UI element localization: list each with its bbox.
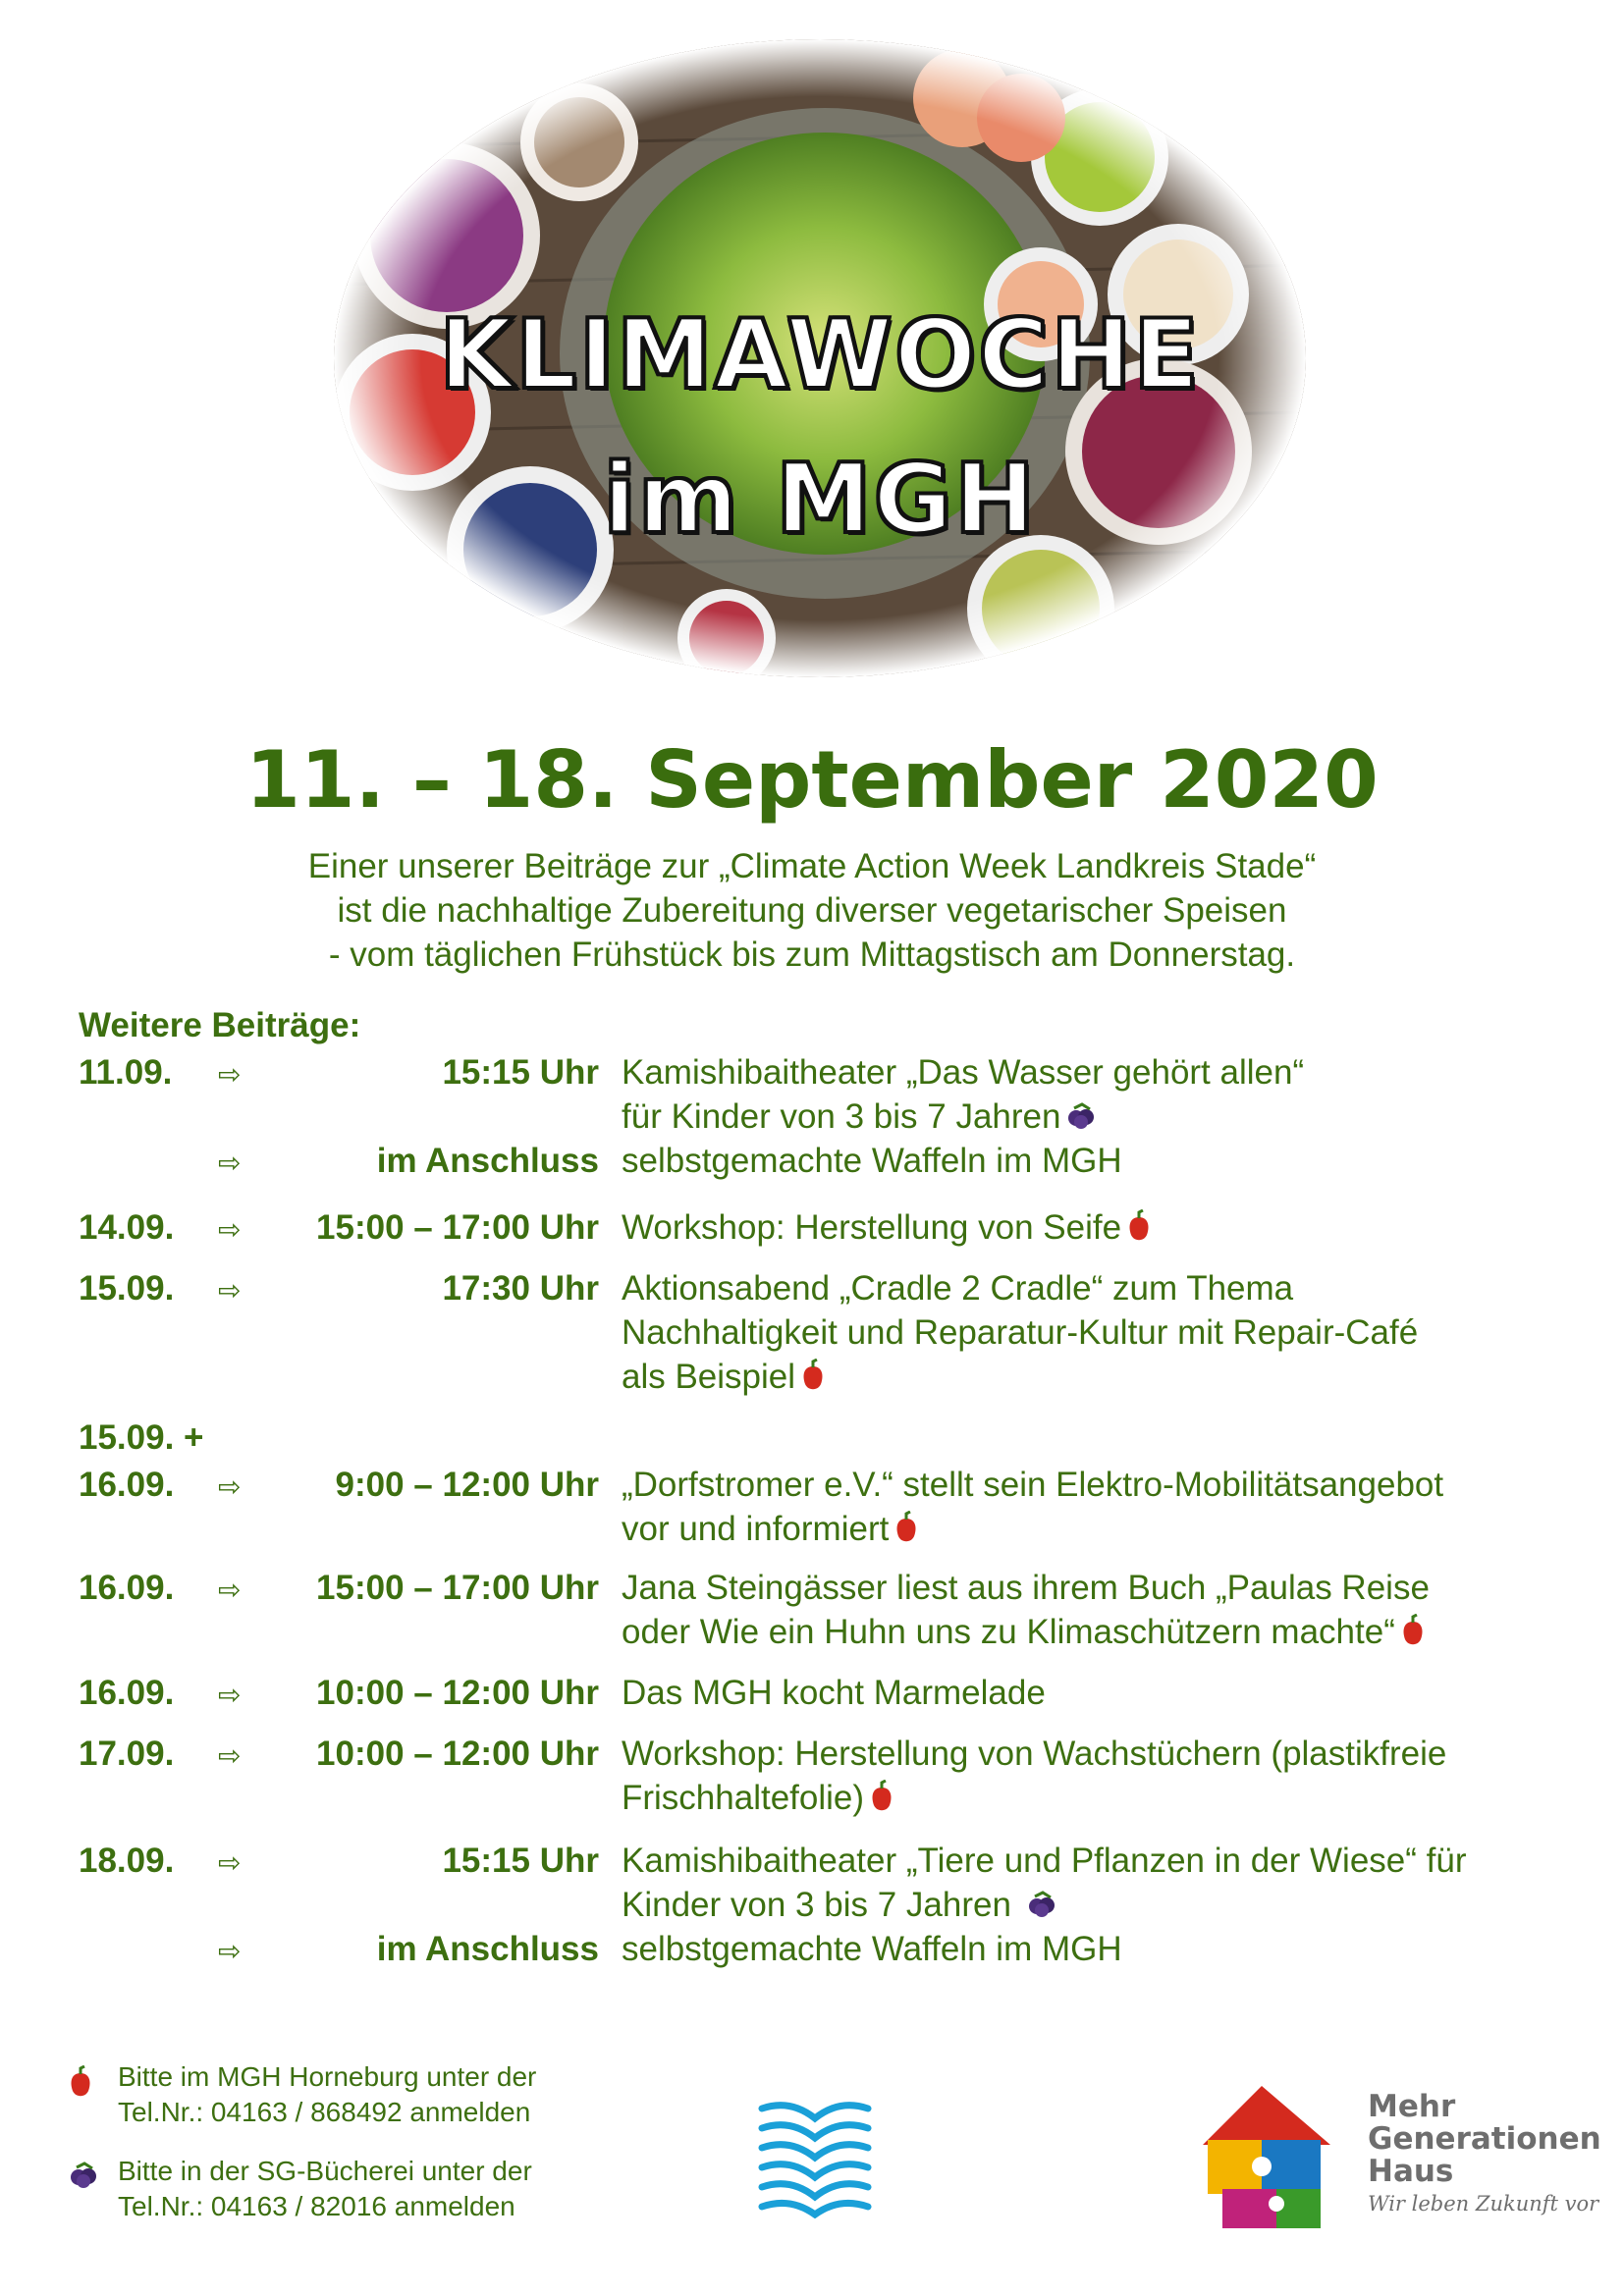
entry-line: selbstgemachte Waffeln im MGH <box>622 1142 1122 1180</box>
entry-time: 15:00 – 17:00 Uhr <box>316 1569 599 1607</box>
hero-title-line2: im MGH <box>603 444 1037 556</box>
mgh-logo-text <box>1368 2091 1601 2216</box>
entry-date: 14.09. <box>79 1208 175 1247</box>
hero-title-line1: KLIMAWOCHE <box>438 299 1202 411</box>
arrow-icon: ⇨ <box>218 1274 242 1307</box>
entry-description <box>622 1671 1584 1715</box>
note-text <box>118 2059 536 2130</box>
entry-line: Das MGH kocht Marmelade <box>622 1674 1046 1712</box>
entry-date: 16.09. <box>79 1569 175 1607</box>
arrow-icon: ⇨ <box>218 1846 242 1879</box>
entry-line: oder Wie ein Huhn uns zu Klimaschützern machte“ <box>622 1613 1395 1651</box>
intro-line: Einer unserer Beiträge zur „Climate Action Week Landkreis Stade“ <box>307 847 1317 885</box>
mgh-word: Haus <box>1368 2154 1454 2189</box>
pepper-icon <box>1399 1614 1427 1647</box>
entry-description <box>622 1566 1584 1654</box>
arrow-icon: ⇨ <box>218 1574 242 1606</box>
entry-date: 18.09. <box>79 1842 175 1880</box>
hero-image <box>334 39 1306 677</box>
pepper-icon <box>799 1359 827 1392</box>
pepper-icon <box>868 1780 895 1813</box>
arrow-icon: ⇨ <box>218 1739 242 1772</box>
arrow-icon: ⇨ <box>218 1147 242 1179</box>
mgh-word: Generationen <box>1368 2121 1601 2157</box>
entry-time: 9:00 – 12:00 Uhr <box>335 1466 599 1504</box>
entry-date: 17.09. <box>79 1735 175 1773</box>
library-logo <box>756 2091 874 2218</box>
pepper-icon <box>1125 1209 1153 1243</box>
entry-line: Kinder von 3 bis 7 Jahren <box>622 1886 1011 1924</box>
entry-date: 16.09. <box>79 1466 175 1504</box>
note-text <box>118 2154 532 2224</box>
arrow-icon: ⇨ <box>218 1470 242 1503</box>
entry-time: 15:15 Uhr <box>442 1053 599 1092</box>
blackberry-icon <box>1064 1100 1100 1130</box>
entry-date-line1: 15.09. + <box>79 1418 204 1457</box>
entry-line: als Beispiel <box>622 1358 796 1396</box>
blackberry-icon <box>1025 1889 1060 1918</box>
entry-line: Workshop: Herstellung von Wachstüchern (plastikfreie <box>622 1735 1447 1773</box>
note-line: Bitte im MGH Horneburg unter der <box>118 2061 537 2092</box>
entry-description <box>622 1463 1584 1551</box>
entry-line: selbstgemachte Waffeln im MGH <box>622 1930 1122 1968</box>
entry-time: 10:00 – 12:00 Uhr <box>316 1674 599 1712</box>
entry-line: vor und informiert <box>622 1510 890 1548</box>
entry-date: 15.09. <box>79 1269 175 1308</box>
entry-description <box>622 1839 1584 1927</box>
entry-line: Frischhaltefolie) <box>622 1779 865 1817</box>
entry-time: im Anschluss <box>376 1930 599 1968</box>
intro-text <box>0 844 1624 977</box>
entry-time: 15:00 – 17:00 Uhr <box>316 1208 599 1247</box>
arrow-icon: ⇨ <box>218 1213 242 1246</box>
entry-description <box>622 1205 1584 1250</box>
pepper-icon <box>67 2065 94 2099</box>
note-line: Bitte in der SG-Bücherei unter der <box>118 2156 532 2186</box>
program-title: Weitere Beiträge: <box>79 1006 361 1044</box>
note-line: Tel.Nr.: 04163 / 82016 anmelden <box>118 2191 515 2221</box>
intro-line: ist die nachhaltige Zubereitung diverser vegetarischer Speisen <box>337 891 1287 930</box>
entry-description <box>622 1266 1584 1399</box>
entry-line: Kamishibaitheater „Tiere und Pflanzen in der Wiese“ für <box>622 1842 1467 1880</box>
blackberry-icon <box>67 2160 102 2189</box>
entry-line: „Dorfstromer e.V.“ stellt sein Elektro-Mobilitätsangebot <box>622 1466 1444 1504</box>
entry-time: im Anschluss <box>376 1142 599 1180</box>
arrow-icon: ⇨ <box>218 1679 242 1711</box>
entry-description <box>622 1139 1584 1183</box>
mgh-word: Mehr <box>1368 2089 1456 2124</box>
arrow-icon: ⇨ <box>218 1058 242 1091</box>
entry-description <box>622 1050 1584 1139</box>
entry-date: 11.09. <box>79 1053 173 1092</box>
arrow-icon: ⇨ <box>218 1935 242 1967</box>
entry-line: Aktionsabend „Cradle 2 Cradle“ zum Thema <box>622 1269 1294 1308</box>
entry-date: 16.09. <box>79 1674 175 1712</box>
entry-line: Nachhaltigkeit und Reparatur-Kultur mit Repair-Café <box>622 1313 1419 1352</box>
date-heading: 11. – 18. September 2020 <box>245 734 1379 826</box>
note-line: Tel.Nr.: 04163 / 868492 anmelden <box>118 2097 531 2127</box>
intro-line: - vom täglichen Frühstück bis zum Mittagstisch am Donnerstag. <box>328 935 1296 974</box>
entry-description <box>622 1732 1584 1820</box>
pepper-icon <box>893 1511 920 1544</box>
entry-line: Jana Steingässer liest aus ihrem Buch „Paulas Reise <box>622 1569 1430 1607</box>
entry-line: für Kinder von 3 bis 7 Jahren <box>622 1097 1061 1136</box>
entry-line: Workshop: Herstellung von Seife <box>622 1208 1122 1247</box>
entry-line: Kamishibaitheater „Das Wasser gehört allen“ <box>622 1053 1305 1092</box>
entry-time: 10:00 – 12:00 Uhr <box>316 1735 599 1773</box>
entry-description <box>622 1927 1584 1971</box>
entry-time: 15:15 Uhr <box>442 1842 599 1880</box>
mgh-house-logo <box>1183 2076 1350 2233</box>
entry-time: 17:30 Uhr <box>442 1269 599 1308</box>
mgh-slogan: Wir leben Zukunft vor <box>1368 2192 1599 2216</box>
